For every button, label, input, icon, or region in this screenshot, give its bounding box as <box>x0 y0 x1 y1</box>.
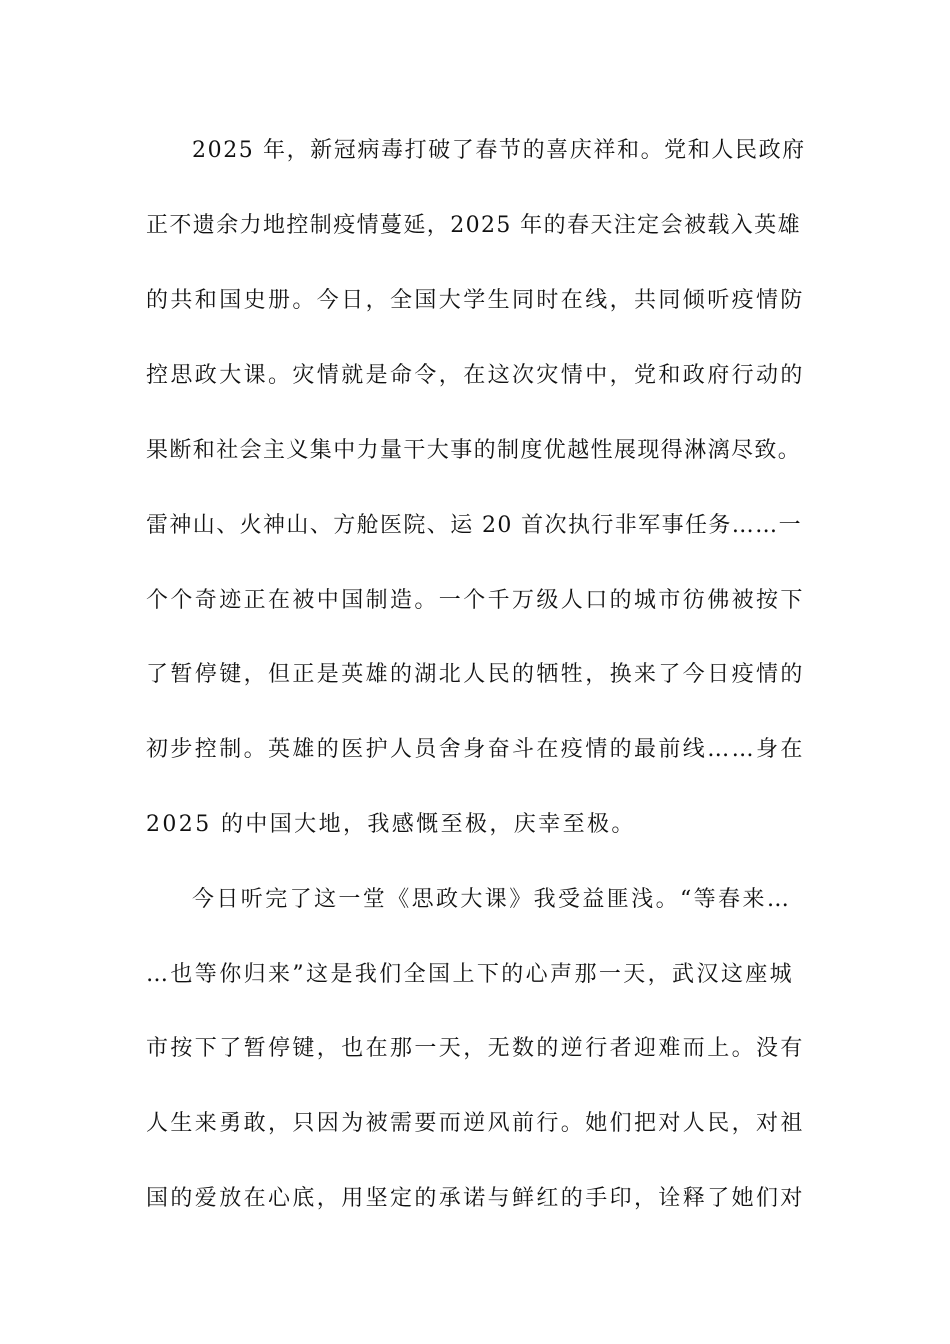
paragraph-1-line-9: 初步控制。英雄的医护人员舍身奋斗在疫情的最前线……身在 <box>146 737 805 762</box>
paragraph-1-line-2: 正不遗余力地控制疫情蔓延，2025 年的春天注定会被载入英雄 <box>146 213 801 238</box>
paragraph-1-line-4: 控思政大课。灾情就是命令，在这次灾情中，党和政府行动的 <box>146 363 805 388</box>
paragraph-1-line-10: 2025 的中国大地，我感慨至极，庆幸至极。 <box>146 812 636 837</box>
paragraph-1-line-6: 雷神山、火神山、方舱医院、运 20 首次执行非军事任务……一 <box>146 513 802 538</box>
paragraph-2-line-2: …也等你归来”这是我们全国上下的心声那一天，武汉这座城 <box>146 962 795 987</box>
paragraph-1-line-8: 了暂停键，但正是英雄的湖北人民的牺牲，换来了今日疫情的 <box>146 662 805 687</box>
paragraph-1-line-7: 个个奇迹正在被中国制造。一个千万级人口的城市彷佛被按下 <box>146 588 805 613</box>
paragraph-2-line-3: 市按下了暂停键，也在那一天，无数的逆行者迎难而上。没有 <box>146 1036 805 1061</box>
paragraph-1-line-1: 2025 年，新冠病毒打破了春节的喜庆祥和。党和人民政府 <box>192 138 806 163</box>
paragraph-2-line-1: 今日听完了这一堂《思政大课》我受益匪浅。“等春来… <box>192 887 792 912</box>
paragraph-1-line-5: 果断和社会主义集中力量干大事的制度优越性展现得淋漓尽致。 <box>146 438 802 463</box>
paragraph-1-line-3: 的共和国史册。今日，全国大学生同时在线，共同倾听疫情防 <box>146 288 805 313</box>
paragraph-2-line-4: 人生来勇敢，只因为被需要而逆风前行。她们把对人民，对祖 <box>146 1111 805 1136</box>
paragraph-2-line-5: 国的爱放在心底，用坚定的承诺与鲜红的手印，诠释了她们对 <box>146 1186 805 1211</box>
